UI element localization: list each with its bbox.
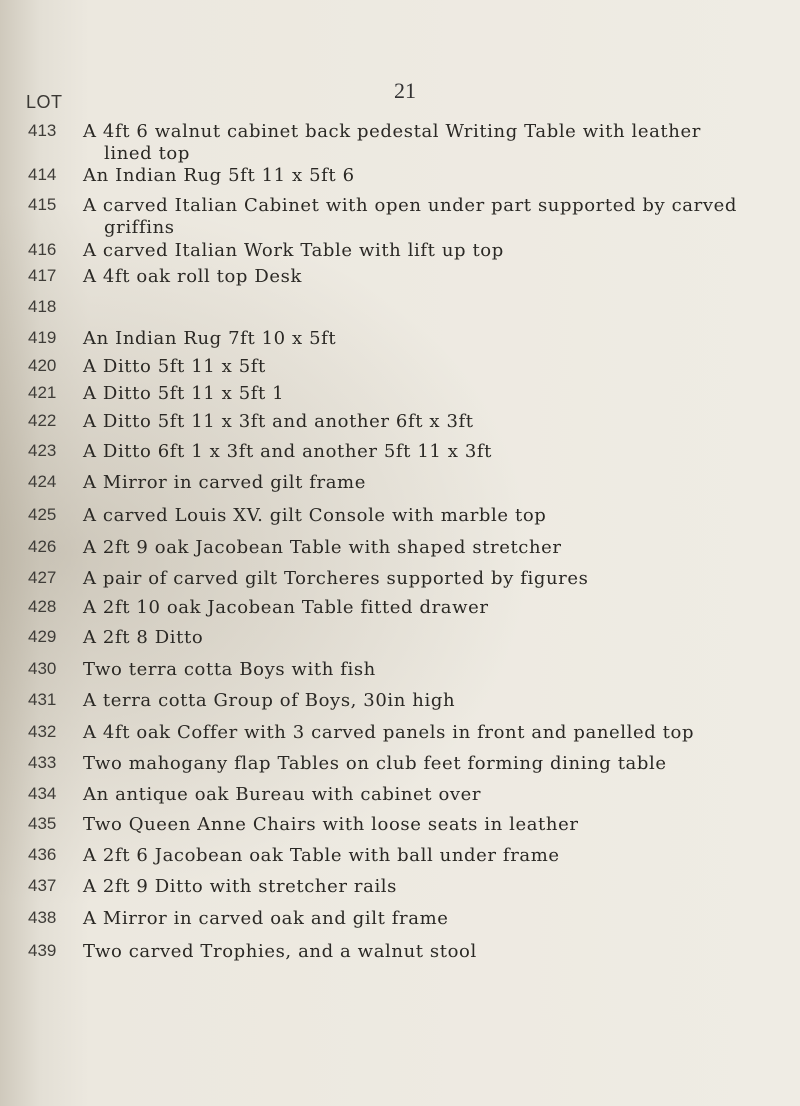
lot-description [83,627,783,649]
lot-description-line: Two mahogany flap Tables on club feet forming dining table [83,753,667,774]
lot-number: 436 [28,845,57,864]
lot-description-line: A 2ft 6 Jacobean oak Table with ball under frame [83,845,560,866]
lot-description [83,908,783,930]
lot-description [83,814,783,836]
lot-number: 425 [28,505,57,524]
lot-column-header: LOT [26,92,63,112]
lot-description-line: A terra cotta Group of Boys, 30in high [83,690,456,711]
lot-description-line: A carved Italian Cabinet with open under part supported by carved [83,195,737,216]
lot-description-continuation: griffins [104,217,175,238]
lot-description [83,266,783,288]
lot-number: 437 [28,876,57,895]
page-number: 21 [394,78,416,103]
lot-description-continuation: lined top [104,143,190,164]
lot-description-line: A 2ft 9 oak Jacobean Table with shaped stretcher [83,537,562,558]
lot-description [83,328,783,350]
lot-description [83,753,783,775]
lot-description-line: A 2ft 9 Ditto with stretcher rails [83,876,397,897]
lot-description-line: An Indian Rug 5ft 11 x 5ft 6 [83,165,355,186]
lot-number: 435 [28,814,57,833]
lot-number: 418 [28,297,57,316]
lot-description-line: An antique oak Bureau with cabinet over [83,784,482,805]
lot-number: 429 [28,627,57,646]
lot-description [83,537,783,559]
lot-number: 431 [28,690,57,709]
lot-description-line: A 2ft 10 oak Jacobean Table fitted drawer [83,597,489,618]
lot-description [83,195,783,239]
lot-description-line: Two Queen Anne Chairs with loose seats in leather [83,814,579,835]
lot-description-line: A Ditto 5ft 11 x 5ft [83,356,266,377]
lot-description [83,659,783,681]
lot-description [83,383,783,405]
lot-number: 432 [28,722,57,741]
lot-description-line: A Mirror in carved gilt frame [83,472,366,493]
lot-description [83,597,783,619]
lot-description-line: A pair of carved gilt Torcheres supported by figures [83,568,589,589]
lot-description-line: An Indian Rug 7ft 10 x 5ft [83,328,337,349]
lot-description [83,121,783,165]
lot-description [83,441,783,463]
lot-number: 428 [28,597,57,616]
lot-number: 426 [28,537,57,556]
lot-description-line: A carved Louis XV. gilt Console with marble top [83,505,547,526]
lot-description [83,356,783,378]
lot-number: 433 [28,753,57,772]
lot-number: 420 [28,356,57,375]
lot-number: 427 [28,568,57,587]
lot-number: 423 [28,441,57,460]
lot-number: 421 [28,383,57,402]
lot-description [83,568,783,590]
lot-description-line: A 2ft 8 Ditto [83,627,204,648]
lot-description [83,690,783,712]
lot-description-line: A 4ft 6 walnut cabinet back pedestal Writing Table with leather [83,121,701,142]
lot-number: 430 [28,659,57,678]
lot-description [83,411,783,433]
lot-number: 414 [28,165,57,184]
lot-description-line: Two terra cotta Boys with fish [83,659,376,680]
lot-description-line: A Ditto 6ft 1 x 3ft and another 5ft 11 x 3ft [83,441,492,462]
lot-description [83,784,783,806]
lot-description-line: A Ditto 5ft 11 x 3ft and another 6ft x 3ft [83,411,474,432]
lot-description-line: A Mirror in carved oak and gilt frame [83,908,449,929]
lot-number: 424 [28,472,57,491]
lot-number: 415 [28,195,57,214]
lot-description [83,165,783,187]
lot-description [83,722,783,744]
lot-number: 434 [28,784,57,803]
lot-number: 416 [28,240,57,259]
lot-description [83,505,783,527]
lot-number: 417 [28,266,57,285]
lot-description-line: A 4ft oak roll top Desk [83,266,303,287]
lot-description [83,240,783,262]
lot-description [83,876,783,898]
lot-description-line: A carved Italian Work Table with lift up top [83,240,504,261]
lot-number: 413 [28,121,57,140]
lot-description [83,472,783,494]
lot-description-line: A Ditto 5ft 11 x 5ft 1 [83,383,285,404]
lot-description [83,941,783,963]
lot-number: 419 [28,328,57,347]
lot-description [83,845,783,867]
lot-description-line: A 4ft oak Coffer with 3 carved panels in front and panelled top [83,722,695,743]
lot-number: 439 [28,941,57,960]
lot-number: 438 [28,908,57,927]
lot-description-line: Two carved Trophies, and a walnut stool [83,941,477,962]
lot-number: 422 [28,411,57,430]
